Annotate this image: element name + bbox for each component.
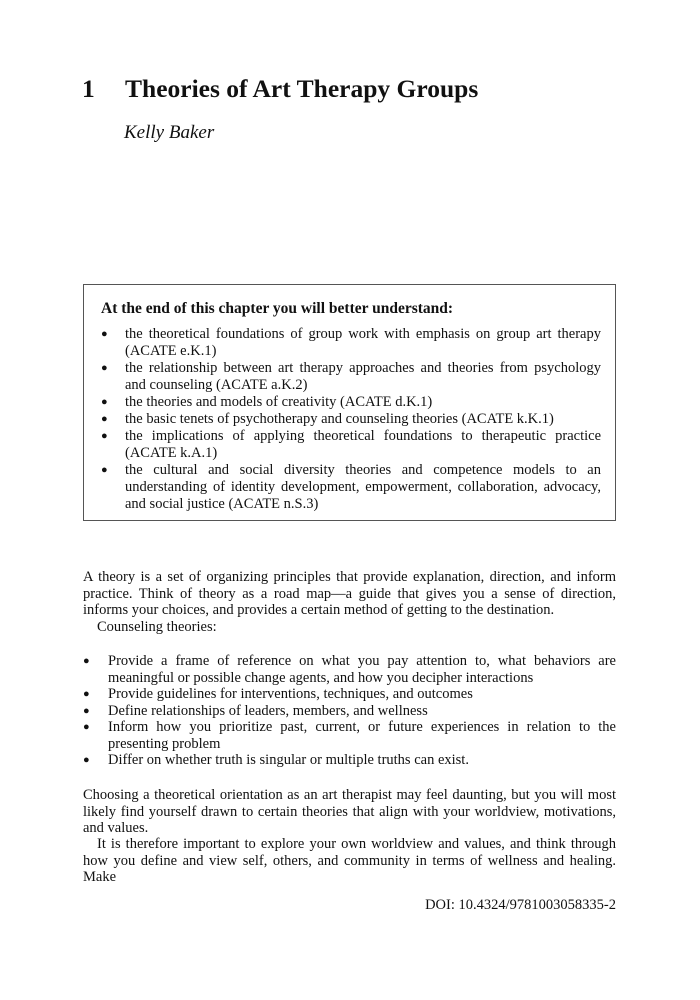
objective-item xyxy=(84,411,617,428)
bullet-icon: ● xyxy=(101,464,108,476)
objectives-list xyxy=(84,326,617,513)
bullet-icon: ● xyxy=(101,328,108,340)
bullet-icon: ● xyxy=(83,704,90,717)
objective-item xyxy=(84,326,617,360)
list-item-text: Provide a frame of reference on what you pay attention to, what behaviors are meaningful or possible change agents, and how you decipher interactions xyxy=(108,653,616,686)
list-item xyxy=(83,653,616,686)
list-item-text: Differ on whether truth is singular or multiple truths can exist. xyxy=(108,752,469,768)
objective-text: the relationship between art therapy approaches and theories from psychology and counseling (ACATE a.K.2) xyxy=(125,360,601,393)
chapter-author: Kelly Baker xyxy=(124,122,215,143)
chapter-heading xyxy=(82,74,478,104)
objective-item xyxy=(84,462,617,513)
list-item xyxy=(83,686,616,703)
chapter-number: 1 xyxy=(82,74,95,103)
list-item-text: Define relationships of leaders, members, and wellness xyxy=(108,702,428,719)
list-item-text: Provide guidelines for interventions, techniques, and outcomes xyxy=(108,686,473,702)
bullet-icon: ● xyxy=(101,413,108,425)
counseling-theories-list xyxy=(83,653,616,769)
objective-text: the cultural and social diversity theories and competence models to an understanding of identity development, empowerment, collaboration, advocacy, and social justice (ACATE n.S.3) xyxy=(125,462,601,512)
objective-item xyxy=(84,428,617,462)
objective-text: the theories and models of creativity (ACATE d.K.1) xyxy=(125,394,433,410)
body-paragraph-1: A theory is a set of organizing principles that provide explanation, direction, and inform practice. Think of theory as a road map—a guide that gives you a sense of direction, informs your choices, and provides a certain method of getting to the destination. xyxy=(83,569,616,618)
objective-item xyxy=(84,394,617,411)
counseling-theories-label: Counseling theories: xyxy=(97,619,217,635)
bullet-icon: ● xyxy=(101,396,108,408)
objective-item xyxy=(84,360,617,394)
objective-text: the implications of applying theoretical foundations to therapeutic practice (ACATE k.A.1) xyxy=(125,428,601,461)
list-item xyxy=(83,752,616,769)
list-item-text: Inform how you prioritize past, current, or future experiences in relation to the presenting problem xyxy=(108,719,616,752)
chapter-title: Theories of Art Therapy Groups xyxy=(125,74,479,103)
learning-objectives-box xyxy=(83,284,616,521)
body-paragraph-2: Choosing a theoretical orientation as an art therapist may feel daunting, but you will most likely find yourself drawn to certain theories that align with your worldview, motivations, and values. xyxy=(83,787,616,836)
bullet-icon: ● xyxy=(83,721,90,733)
list-item xyxy=(83,719,616,752)
objectives-heading: At the end of this chapter you will better understand: xyxy=(101,300,454,317)
list-item xyxy=(83,703,616,720)
objective-text: the theoretical foundations of group work with emphasis on group art therapy (ACATE e.K.1) xyxy=(125,326,601,359)
body-paragraph-3: It is therefore important to explore your own worldview and values, and think through how you define and view self, others, and community in terms of wellness and healing. Make xyxy=(83,836,616,885)
objective-text: the basic tenets of psychotherapy and counseling theories (ACATE k.K.1) xyxy=(125,411,554,427)
bullet-icon: ● xyxy=(101,430,108,442)
bullet-icon: ● xyxy=(101,362,108,374)
bullet-icon: ● xyxy=(83,754,90,766)
doi-footer: DOI: 10.4324/9781003058335-2 xyxy=(425,897,616,913)
bullet-icon: ● xyxy=(83,655,90,667)
bullet-icon: ● xyxy=(83,688,90,700)
